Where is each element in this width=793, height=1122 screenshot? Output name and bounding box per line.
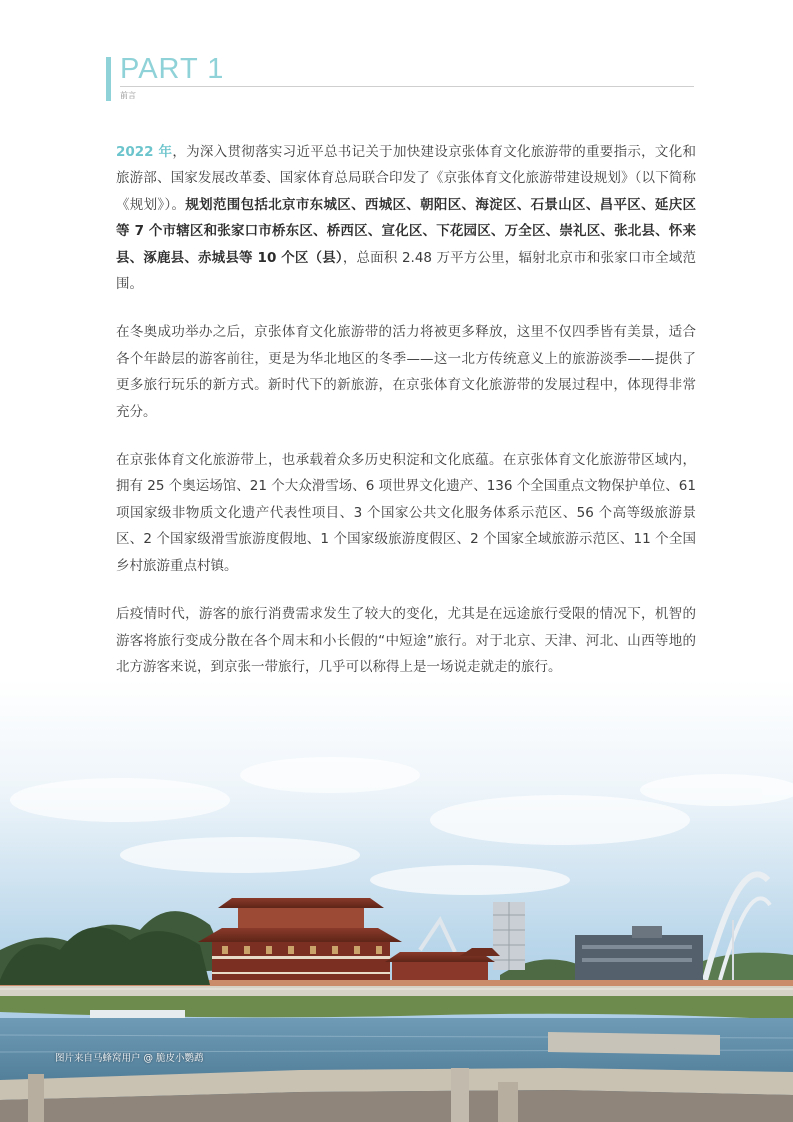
photo-credit: 图片来自马蜂窝用户 @ 脆皮小鹦鹉 [55,1053,204,1064]
paragraph-4: 后疫情时代，游客的旅行消费需求发生了较大的变化，尤其是在远途旅行受限的情况下，机智的游客将旅行变成分散在各个周末和小长假的“中短途”旅行。对于北京、天津、河北、山西等地的北方游客来说，到京张一带旅行，几乎可以称得上是一场说走就走的旅行。 [116,606,696,675]
section-title: PART 1 [120,53,225,85]
header-divider [120,86,694,87]
year-highlight: 2022 年 [116,144,173,160]
main-content [116,139,696,702]
paragraph-3: 在京张体育文化旅游带上，也承载着众多历史积淀和文化底蕴。在京张体育文化旅游带区域内，拥有 25 个奥运场馆、21 个大众滑雪场、6 项世界文化遗产、136 个全国重点文物保护单位、61 项国家级非物质文化遗产代表性项目、3 个国家公共文化服务体系示范区、56 个高等级旅游景区、2 个国家级滑雪旅游度假地、1 个国家级旅游度假区、2 个国家全域旅游示范区、11 个全国乡村旅游重点村镇。 [116,452,697,574]
paragraph-1-text-b: ，总面积 2.48 万平方公里，辐射北京市和张家口市全域范围。 [116,249,697,293]
section-subtitle: 前言 [120,91,136,100]
header-accent-bar [106,57,111,101]
paragraph-2: 在冬奥成功举办之后，京张体育文化旅游带的活力将被更多释放，这里不仅四季皆有美景，适合各个年龄层的游客前往，更是为华北地区的冬季——这一北方传统意义上的旅游淡季——提供了更多旅行玩乐的新方式。新时代下的新旅游，在京张体育文化旅游带的发展过程中，体现得非常充分。 [116,324,696,420]
paragraph-1-text-a: ，为深入贯彻落实习近平总书记关于加快建设京张体育文化旅游带的重要指示，文化和旅游部、国家发展改革委、国家体育总局联合印发了《京张体育文化旅游带建设规划》（以下简称《规划》）。 [116,144,697,213]
paragraph-1-bold: 规划范围包括北京市东城区、西城区、朝阳区、海淀区、石景山区、昌平区、延庆区等 7 个市辖区和张家口市桥东区、桥西区、宣化区、下花园区、万全区、崇礼区、张北县、怀来县、涿鹿县、赤城县等 10 个区（县） [116,196,697,266]
paragraph-1 [116,139,696,297]
